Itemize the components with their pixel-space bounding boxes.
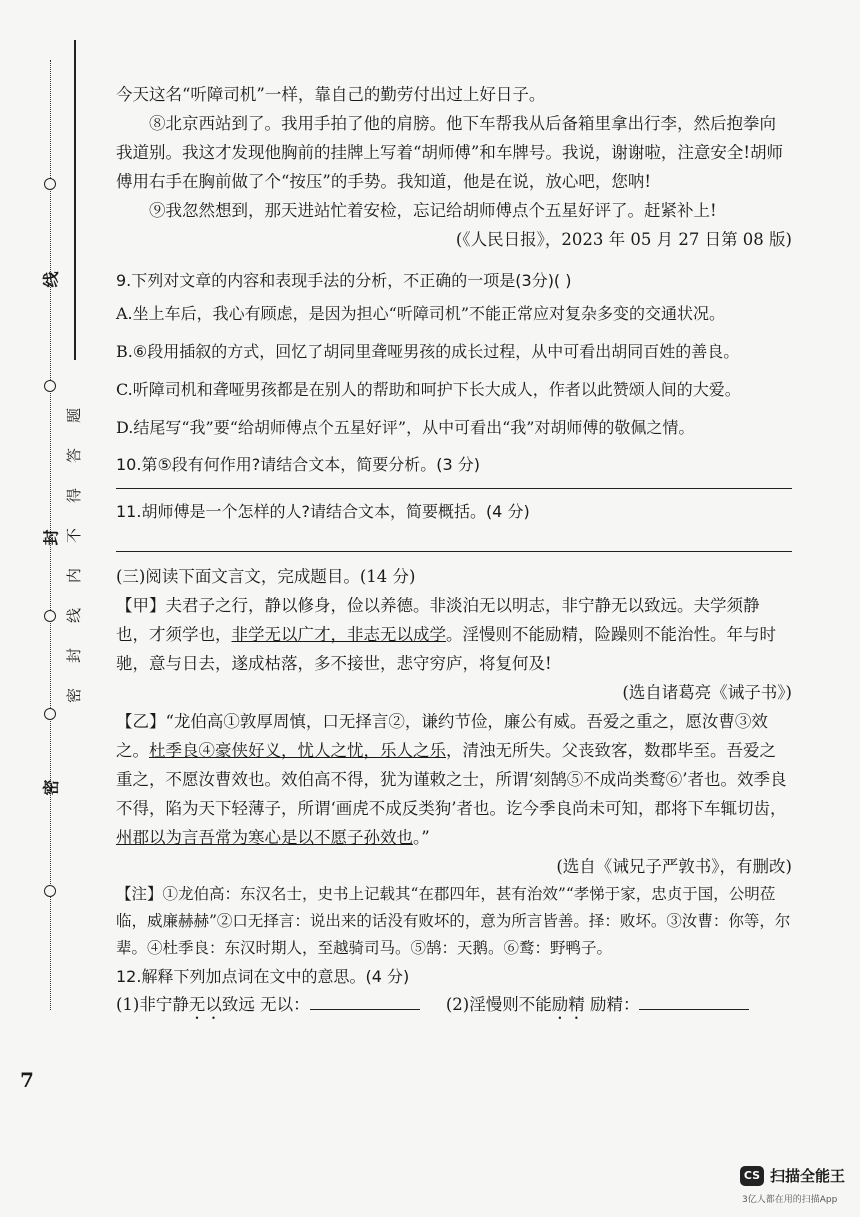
text-jia-part: 夫君子之行，静以修身，俭以养德。非淡泊无以明志，非宁静无以致远。夫学须静也，才须学也， bbox=[116, 596, 760, 644]
binding-solid-line bbox=[74, 40, 76, 360]
scanner-tagline: 3亿人都在用的扫描App bbox=[742, 1195, 838, 1205]
binding-hole bbox=[44, 885, 56, 897]
question-12-item-1-prefix: (1)非宁静 bbox=[116, 995, 189, 1014]
text-jia-part: 。淫慢则不能励精，险躁则不能治性。年与时驰，意与日去，遂成枯落，多不接世，悲守穷庐，将复何及! bbox=[116, 625, 776, 673]
text-yi bbox=[116, 707, 792, 852]
question-11-stem: 11.胡师傅是一个怎样的人?请结合文本，简要概括。(4 分) bbox=[116, 502, 530, 521]
margin-note-char: 密 bbox=[65, 687, 84, 704]
binding-hole bbox=[44, 178, 56, 190]
question-12-item-2-prefix: (2)淫慢则不能 bbox=[445, 995, 552, 1014]
passage-source: (《人民日报》，2023 年 05 月 27 日第 08 版) bbox=[455, 230, 792, 249]
text-yi-part: 。” bbox=[413, 828, 430, 847]
text-jia-underlined: 非学无以广才，非志无以成学 bbox=[231, 625, 446, 644]
margin-note-char: 得 bbox=[65, 487, 84, 504]
section-3-title: (三)阅读下面文言文，完成题目。(14 分) bbox=[116, 567, 416, 586]
text-yi-part: ，清浊无所失。父丧致客，数郡毕至。吾爱之重之，不愿汝曹效也。效伯高不得，犹为谨敕之士，所谓‘刻鹄⑤不成尚类鹜⑥’者也。效季良不得，陷为天下轻薄子，所谓‘画虎不成反类狗’者也。讫今季良尚未可知，郡将下车辄切齿， bbox=[116, 741, 787, 818]
seal-char: 密 bbox=[41, 779, 61, 796]
binding-hole bbox=[44, 380, 56, 392]
question-12-item-2-dotted: 励精 bbox=[551, 995, 585, 1014]
passage-line: 今天这名“听障司机”一样，靠自己的勤劳付出过上好日子。 bbox=[116, 85, 546, 104]
binding-hole bbox=[44, 610, 56, 622]
question-12-blank-2[interactable] bbox=[639, 993, 749, 1010]
text-jia-source: (选自诸葛亮《诫子书》) bbox=[622, 683, 792, 702]
page-number-mark: 7 bbox=[20, 1068, 34, 1092]
question-12-item-1-suffix: 致远 无以： bbox=[221, 995, 310, 1014]
binding-hole bbox=[44, 708, 56, 720]
question-12-stem: 12.解释下列加点词在文中的意思。(4 分) bbox=[116, 967, 410, 986]
seal-char: 封 bbox=[41, 529, 61, 546]
scanner-brand: 扫描全能王 bbox=[770, 1167, 846, 1185]
margin-note-char: 题 bbox=[65, 407, 84, 424]
text-jia-label: 【甲】 bbox=[116, 596, 166, 615]
question-12-item-1-dotted: 无以 bbox=[188, 995, 222, 1014]
margin-note-char: 答 bbox=[65, 447, 84, 464]
scanner-logo-icon: CS bbox=[740, 1166, 764, 1186]
text-jia bbox=[116, 591, 792, 678]
answer-line[interactable] bbox=[116, 551, 792, 552]
text-yi-underlined: 杜季良④豪侠好义，忧人之忧，乐人之乐 bbox=[149, 741, 446, 760]
question-9-option-b: B.⑥段用插叙的方式，回忆了胡同里聋哑男孩的成长过程，从中可看出胡同百姓的善良。 bbox=[116, 342, 740, 361]
passage-paragraph-8: ⑧北京西站到了。我用手拍了他的肩膀。他下车帮我从后备箱里拿出行李，然后抱拳向我道别。我这才发现他胸前的挂牌上写着“胡师傅”和车牌号。我说，谢谢啦，注意安全!胡师傅用右手在胸前做了个“按压”的手势。我知道，他是在说，放心吧，您呐! bbox=[116, 114, 784, 191]
main-content bbox=[116, 80, 792, 1023]
margin-note-char: 线 bbox=[65, 607, 84, 624]
question-9-option-a: A.坐上车后，我心有顾虑，是因为担心“听障司机”不能正常应对复杂多变的交通状况。 bbox=[116, 304, 726, 323]
text-yi-source: (选自《诫兄子严敦书》，有删改) bbox=[556, 857, 792, 876]
text-yi-underlined: 州郡以为言吾常为寒心是以不愿子孙效也 bbox=[116, 828, 413, 847]
question-12-items bbox=[116, 990, 792, 1023]
scanner-watermark bbox=[740, 1165, 845, 1186]
question-9-stem: 9.下列对文章的内容和表现手法的分析，不正确的一项是(3分)( ) bbox=[116, 271, 572, 290]
text-yi-label: 【乙】 bbox=[116, 712, 166, 731]
question-9-option-c: C.听障司机和聋哑男孩都是在别人的帮助和呵护下长大成人，作者以此赞颂人间的大爱。 bbox=[116, 380, 741, 399]
margin-note-char: 不 bbox=[65, 527, 84, 544]
question-9-option-d: D.结尾写“我”要“给胡师傅点个五星好评”，从中可看出“我”对胡师傅的敬佩之情。 bbox=[116, 418, 695, 437]
text-yi-part: “龙伯高①敦厚周慎，口无择言②，谦约节俭，廉公有威。吾爱之重之，愿汝曹③效之。 bbox=[116, 712, 768, 760]
question-12-item-2-suffix: 励精： bbox=[584, 995, 640, 1014]
answer-line[interactable] bbox=[116, 488, 792, 489]
passage-paragraph-9: ⑨我忽然想到，那天进站忙着安检，忘记给胡师傅点个五星好评了。赶紧补上! bbox=[149, 201, 717, 220]
annotation-note: 【注】①龙伯高：东汉名士，史书上记载其“在郡四年，甚有治效”“孝悌于家，忠贞于国，公明莅临，威廉赫赫”②口无择言：说出来的话没有败坏的，意为所言皆善。择：败坏。③汝曹：你等，尔辈。④杜季良：东汉时期人，至越骑司马。⑤鹄：天鹅。⑥鹜：野鸭子。 bbox=[116, 885, 791, 957]
question-12-blank-1[interactable] bbox=[310, 993, 420, 1010]
margin-note-char: 内 bbox=[65, 567, 84, 584]
margin-note-char: 封 bbox=[65, 647, 84, 664]
question-10-stem: 10.第⑤段有何作用?请结合文本，简要分析。(3 分) bbox=[116, 455, 481, 474]
seal-char: 线 bbox=[41, 271, 61, 288]
